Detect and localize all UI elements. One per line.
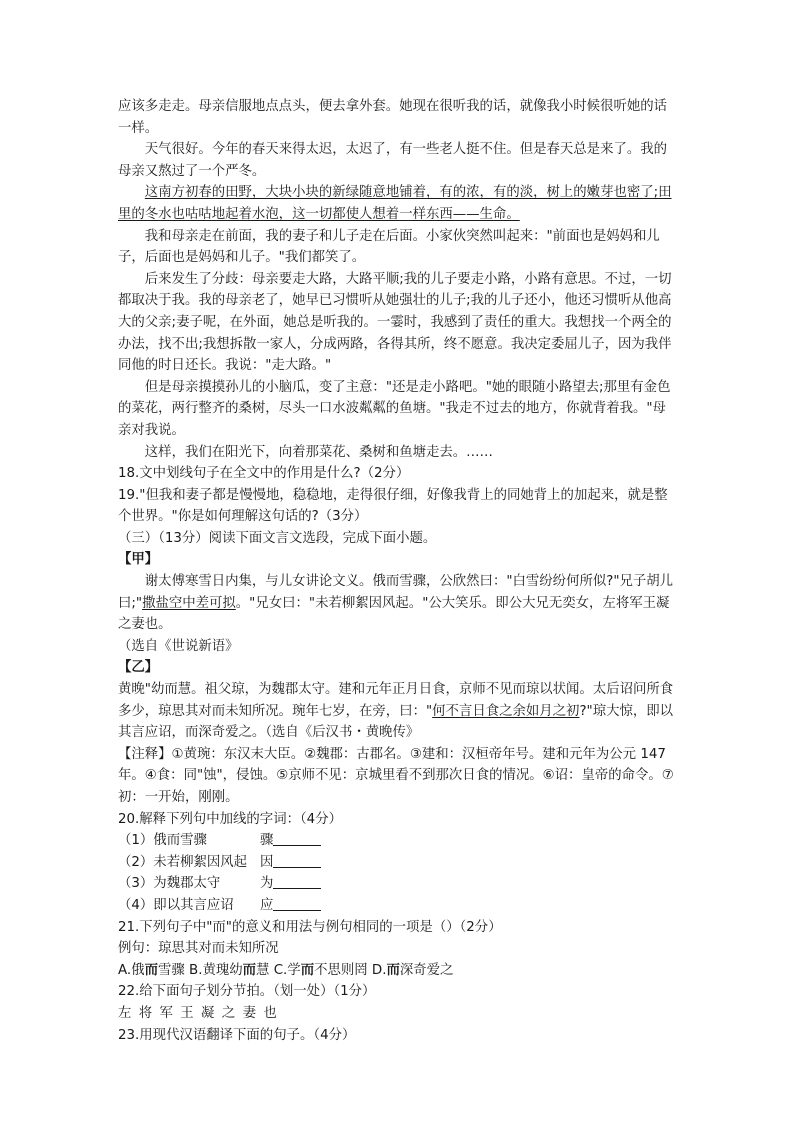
option-d[interactable]: D.而深奇爱之	[371, 962, 454, 978]
story-paragraph-5: 后来发生了分歧：母亲要走大路，大路平顺;我的儿子要走小路，小路有意思。不过，一切都取决于我。我的母亲老了，她早已习惯听从她强壮的儿子;我的儿子还小，他还习惯听从他高大的父亲;妻子呢，在外面，她总是听我的。一霎时，我感到了责任的重大。我想找一个两全的办法，找不出;我想拆散一家人，分成两路，各得其所，终不愿意。我决定委屈儿子，因为我伴同他的时日还长。我说："走大路。"	[118, 271, 672, 374]
q20-item-1: （1）俄而雪骤 骤	[118, 830, 678, 852]
section-3-heading: （三）（13分）阅读下面文言文选段，完成下面小题。	[118, 530, 437, 546]
story-paragraph-1: 应该多走走。母亲信服地点点头，便去拿外套。她现在很听我的话，就像我小时候很听她的话一样。	[118, 99, 668, 136]
answer-blank[interactable]	[273, 831, 321, 846]
option-a[interactable]: A.俄而雪骤	[118, 962, 185, 978]
q20-item-2: （2）未若柳絮因风起 因	[118, 852, 678, 874]
question-20: 20.解释下列句中加线的字词：（4分）	[118, 811, 342, 827]
yi-underlined-phrase: 何不言日食之余如月之初	[432, 703, 580, 719]
question-18: 18.文中划线句子在全文中的作用是什么?（2分）	[118, 466, 410, 482]
yi-passage: 黄晚"幼而慧。祖父琼，为魏郡太守。建和元年正月日食，京师不见而琼以状闻。太后诏问所食多少，琼思其对而未知所况。琬年七岁，在旁，曰："何不言日食之余如月之初?"琼大惊，即以其言应诏，而深奇爱之。（选自《后汉书・黄晚传》	[118, 682, 674, 741]
answer-blank[interactable]	[273, 896, 321, 911]
story-paragraph-2: 天气很好。今年的春天来得太迟，太迟了，有一些老人挺不住。但是春天总是来了。我的母亲又熬过了一个严冬。	[118, 142, 668, 179]
option-c[interactable]: C.学而不思则罔	[273, 962, 368, 978]
story-paragraph-4: 我和母亲走在前面，我的妻子和儿子走在后面。小家伙突然叫起来："前面也是妈妈和儿子，后面也是妈妈和儿子。"我们都笑了。	[118, 228, 660, 266]
q20-item-4: （4）即以其言应诏 应	[118, 895, 678, 917]
underlined-sentence: 这南方初春的田野，大块小块的新绿随意地铺着，有的浓，有的淡，树上的嫩芽也密了;田里的冬水也咕咕地起着水泡，这一切都使人想着一样东西——生命。	[118, 185, 672, 222]
q21-example: 例句：琼思其对而未知所况	[118, 941, 279, 957]
story-paragraph-6: 但是母亲摸摸孙儿的小脑瓜，变了主意："还是走小路吧。"她的眼随小路望去;那里有金色的菜花，两行整齐的桑树，尽头一口水波粼粼的鱼塘。"我走不过去的地方，你就背着我。"母亲对我说。	[118, 379, 671, 438]
story-paragraph-7: 这样，我们在阳光下，向着那菜花、桑树和鱼塘走去。……	[144, 444, 493, 460]
answer-blank[interactable]	[273, 874, 321, 889]
jia-source: （选自《世说新语》	[118, 638, 239, 654]
story-paragraph-3	[118, 182, 678, 225]
annotation-notes: 【注释】①黄琬：东汉末大臣。②魏郡：古郡名。③建和：汉桓帝年号。建和元年为公元 147 年。④食：同"蚀"，侵蚀。⑤京师不见：京城里看不到那次日食的情况。⑥诏：皇帝的命令。⑦初：一开始，刚刚。	[118, 746, 674, 805]
q21-options	[118, 960, 678, 982]
question-22: 22.给下面句子划分节拍。（划一处）（1分）	[118, 984, 376, 1000]
document-page	[118, 96, 678, 1046]
jia-underlined-phrase: 撒盐空中差可拟	[142, 595, 236, 611]
question-23: 23.用现代汉语翻译下面的句子。（4分）	[118, 1027, 356, 1043]
jia-passage: 谢太傅寒雪日内集，与儿女讲论文义。俄而雪骤，公欣然曰："白雪纷纷何所似?"兄子胡儿曰;"撒盐空中差可拟。"兄女曰："未若柳絮因风起。"公大笑乐。即公大兄无奕女，左将军王凝之妻也。	[118, 574, 674, 633]
question-21: 21.下列句子中"而"的意义和用法与例句相同的一项是（）（2分）	[118, 919, 502, 935]
answer-blank[interactable]	[273, 853, 321, 868]
jia-label: 【甲】	[118, 552, 159, 568]
question-19: 19."但我和妻子都是慢慢地，稳稳地，走得很仔细，好像我背上的同她背上的加起来，就是整个世界。"你是如何理解这句话的?（3分）	[118, 487, 668, 525]
option-b[interactable]: B.黄瑰幼而慧	[189, 962, 270, 978]
yi-label: 【乙】	[118, 660, 159, 676]
q20-item-3: （3）为魏郡太守 为	[118, 873, 678, 895]
q22-sentence[interactable]: 左将军王凝之妻也	[118, 1005, 285, 1021]
